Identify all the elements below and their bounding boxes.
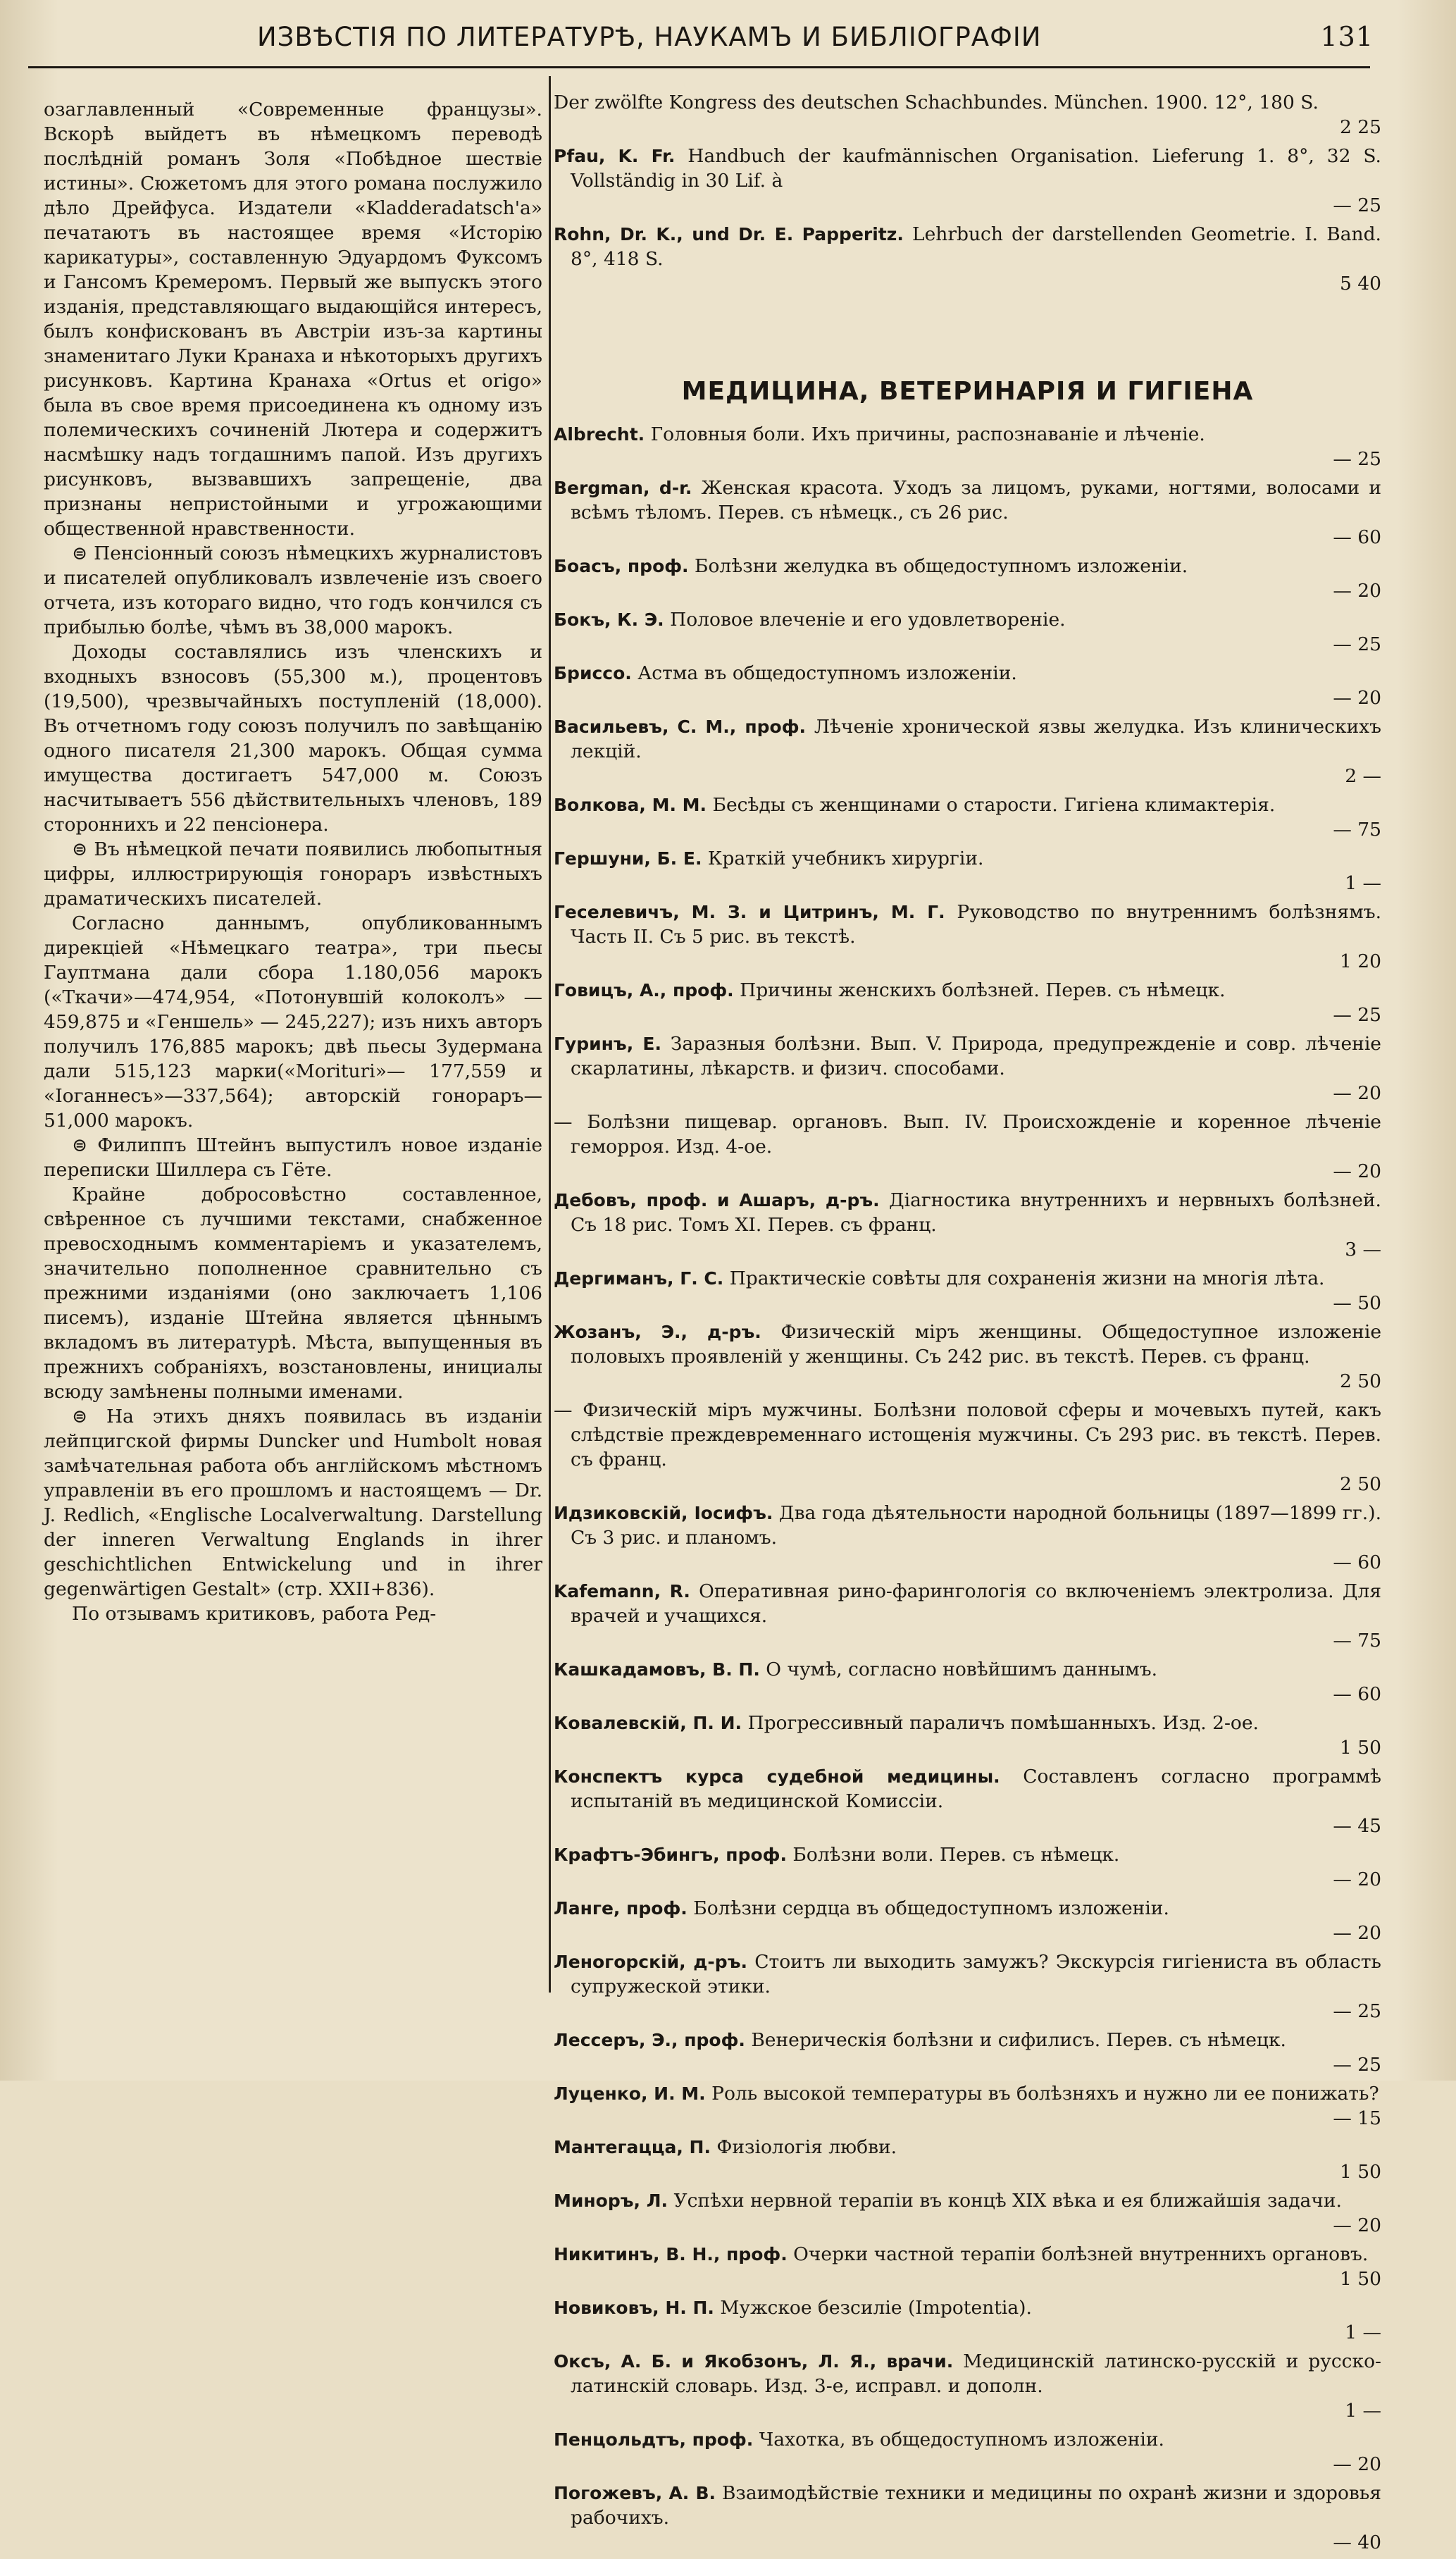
entry-author: Бриссо. [554, 663, 632, 683]
entry-author: Мантегацца, П. [554, 2137, 711, 2157]
bibliography-entry [554, 661, 1381, 710]
bibliography-entry [554, 554, 1381, 603]
entry-title: — Физическій міръ мужчины. Болѣзни половой сферы и мочевыхъ путей, какъ слѣдствіе преждевременнаго истощенія мужчины. Съ 293 рис. въ текстѣ. Перев. съ франц. [554, 1399, 1381, 1470]
entry-price: — 60 [1333, 1683, 1381, 1705]
entry-price: 2 — [1345, 765, 1381, 787]
entry-author: Боасъ, проф. [554, 556, 689, 576]
entry-author: Идзиковскій, Іосифъ. [554, 1503, 773, 1523]
entry-price: — 25 [1333, 2054, 1381, 2076]
entry-title: Болѣзни сердца въ общедоступномъ изложеніи. [693, 1897, 1169, 1919]
entry-price: — 20 [1333, 687, 1381, 709]
bibliography-list-top [554, 90, 1381, 296]
entry-price: — 50 [1333, 1292, 1381, 1314]
bibliography-entry [554, 90, 1381, 140]
bibliography-entry [554, 1188, 1381, 1262]
bibliography-entry [554, 222, 1381, 296]
entry-title: Руководство по внутреннимъ болѣзнямъ. Часть II. Съ 5 рис. въ текстѣ. [571, 901, 1381, 948]
bibliography-entry [554, 1896, 1381, 1945]
entry-price: 3 — [1345, 1239, 1381, 1260]
entry-price: — 20 [1333, 1922, 1381, 1944]
entry-author: Леногорскій, д-ръ. [554, 1952, 747, 1972]
bibliography-entry [554, 1950, 1381, 2024]
entry-price: 1 — [1345, 2400, 1381, 2422]
bibliography-entry [554, 2028, 1381, 2077]
column-divider [549, 76, 551, 1993]
bibliography-entry [554, 2349, 1381, 2423]
entry-author: Pfau, K. Fr. [554, 146, 676, 166]
bibliography-entry [554, 846, 1381, 896]
entry-title: Практическіе совѣты для сохраненія жизни на многія лѣта. [729, 1268, 1325, 1289]
article-paragraph: ⊜ На этихъ дняхъ появилась въ изданіи лейпцигской фирмы Duncker und Humbolt новая замѣчательная работа объ англійскомъ мѣстномъ управленіи въ его прошломъ и настоящемъ — Dr. J. Redlich, «Englische Localverwaltung. Darstellung der inneren Verwaltung Englands in ihrer geschichtlichen Entwickelung und in ihrer gegenwärtigen Gestalt» (стр. XXII+836). [44, 1406, 542, 1600]
entry-title: Очерки частной терапіи болѣзней внутреннихъ органовъ. [793, 2243, 1369, 2265]
entry-title: Lehrbuch der darstellenden Geometrie. I. Band. 8°, 418 S. [571, 223, 1381, 270]
entry-title: Заразныя болѣзни. Вып. V. Природа, предупрежденіе и совр. лѣченіе скарлатины, лѣкарств. и физич. способами. [571, 1033, 1381, 1079]
entry-price: 1 — [1345, 2322, 1381, 2343]
bibliography-entry [554, 144, 1381, 218]
bibliography-entry [554, 1320, 1381, 1394]
entry-price: — 25 [1333, 1004, 1381, 1026]
bibliography-entry [554, 1711, 1381, 1760]
entry-price: — 45 [1333, 1815, 1381, 1837]
entry-title: Чахотка, въ общедоступномъ изложеніи. [759, 2429, 1164, 2450]
bibliography-entry [554, 2295, 1381, 2345]
entry-author: Оксъ, А. Б. и Якобзонъ, Л. Я., врачи. [554, 2351, 954, 2372]
left-column [44, 97, 542, 1626]
entry-price: 2 50 [1339, 1370, 1381, 1392]
entry-title: Der zwölfte Kongress des deutschen Schachbundes. München. 1900. 12°, 180 S. [554, 92, 1319, 113]
entry-author: Пенцольдтъ, проф. [554, 2429, 754, 2450]
entry-price: 2 25 [1339, 116, 1381, 138]
bibliography-entry [554, 476, 1381, 550]
entry-price: — 20 [1333, 1869, 1381, 1890]
right-column [554, 90, 1381, 2559]
entry-title: Астма въ общедоступномъ изложеніи. [637, 662, 1017, 684]
entry-price: — 60 [1333, 1551, 1381, 1573]
entry-price: 1 50 [1339, 2161, 1381, 2183]
entry-title: Мужское безсиліе (Impotentia). [720, 2297, 1032, 2319]
entry-title: Взаимодѣйствіе техники и медицины по охранѣ жизни и здоровья рабочихъ. [571, 2482, 1381, 2529]
entry-author: Крафтъ-Эбингъ, проф. [554, 1845, 787, 1865]
article-paragraph: Доходы составлялись изъ членскихъ и входныхъ взносовъ (55,300 м.), процентовъ (19,500), чрезвычайныхъ поступленій (18,000). Въ отчетномъ году союзъ получилъ по завѣщанію одного писателя 21,300 марокъ. Общая сумма имущества достигаетъ 547,000 м. Союзъ насчитываетъ 556 дѣйствительныхъ членовъ, 189 стороннихъ и 22 пенсіонера. [44, 641, 542, 836]
running-header [106, 16, 1374, 58]
entry-author: Луценко, И. М. [554, 2083, 706, 2104]
entry-price: — 15 [1333, 2107, 1381, 2129]
entry-price: — 20 [1333, 1082, 1381, 1104]
bibliography-entry [554, 422, 1381, 471]
bibliography-entry [554, 1110, 1381, 1184]
bibliography-entry [554, 2135, 1381, 2184]
bibliography-entry [554, 1501, 1381, 1575]
entry-title: Половое влеченіе и его удовлетвореніе. [670, 609, 1066, 631]
entry-title: Прогрессивный параличъ помѣшанныхъ. Изд. 2-ое. [747, 1712, 1259, 1734]
entry-price: — 40 [1333, 2532, 1381, 2553]
entry-title: Лѣченіе хронической язвы желудка. Изъ клиническихъ лекцій. [571, 716, 1381, 762]
entry-price: — 25 [1333, 448, 1381, 470]
bibliography-entry [554, 2427, 1381, 2477]
entry-author: Дергиманъ, Г. С. [554, 1268, 724, 1289]
entry-price: 2 50 [1339, 1473, 1381, 1495]
page-number: 131 [1320, 21, 1374, 52]
article-paragraph: ⊜ Филиппъ Штейнъ выпустилъ новое изданіе переписки Шиллера съ Гёте. [44, 1134, 542, 1181]
entry-price: — 20 [1333, 580, 1381, 602]
entry-author: Васильевъ, С. М., проф. [554, 717, 807, 737]
entry-author: Никитинъ, В. Н., проф. [554, 2244, 788, 2264]
bibliography-entry [554, 978, 1381, 1027]
article-paragraph: Согласно даннымъ, опубликованнымъ дирекціей «Нѣмецкаго театра», три пьесы Гауптмана дали сбора 1.180,056 марокъ («Ткачи»—474,954, «Потонувшій колоколъ» — 459,875 и «Геншель» — 245,227); изъ нихъ авторъ получилъ 176,885 марокъ; двѣ пьесы Зудермана дали 515,123 марки(«Morituri»— 177,559 и «Іоганнесъ»—337,564); авторскій гонораръ—51,000 марокъ. [44, 912, 542, 1132]
entry-title: О чумѣ, согласно новѣйшимъ даннымъ. [766, 1659, 1157, 1680]
entry-price: — 20 [1333, 1160, 1381, 1182]
article-paragraph: озаглавленный «Современные французы». Вскорѣ выйдетъ въ нѣмецкомъ переводѣ послѣдній романъ Золя «Побѣдное шествіе истины». Сюжетомъ для этого романа послужило дѣло Дрейфуса. Издатели «Kladderadatsch'a» печатаютъ въ настоящее время «Исторію карикатуры», составленную Эдуардомъ Фуксомъ и Гансомъ Кремеромъ. Первый же выпускъ этого изданія, представляющаго выдающійся интересъ, былъ конфискованъ въ Австріи изъ-за картины знаменитаго Луки Кранаха и нѣкоторыхъ другихъ рисунковъ. Картина Кранаха «Ortus et origo» была въ свое время присоединена къ одному изъ полемическихъ сочиненій Лютера и содержитъ насмѣшку надъ тогдашнимъ папой. Изъ другихъ рисунковъ, вызвавшихъ запрещеніе, два признаны непристойными и угрожающими общественной нравственности. [44, 99, 542, 540]
bibliography-entry [554, 607, 1381, 657]
entry-author: Кашкадамовъ, В. П. [554, 1659, 760, 1680]
entry-price: 1 50 [1339, 2268, 1381, 2290]
entry-title: Два года дѣятельности народной больницы (1897—1899 гг.). Съ 3 рис. и планомъ. [571, 1502, 1381, 1549]
entry-author: Rohn, Dr. K., und Dr. E. Papperitz. [554, 224, 904, 244]
bibliography-entry [554, 1764, 1381, 1838]
entry-title: Бесѣды съ женщинами о старости. Гигіена климактерія. [712, 794, 1276, 816]
bibliography-entry [554, 900, 1381, 974]
entry-author: Бокъ, К. Э. [554, 609, 664, 630]
entry-price: — 60 [1333, 526, 1381, 548]
entry-author: Геселевичъ, М. З. и Цитринъ, М. Г. [554, 902, 945, 922]
entry-title: Головныя боли. Ихъ причины, распознаваніе и лѣченіе. [650, 423, 1205, 445]
entry-author: Kafemann, R. [554, 1581, 690, 1601]
bibliography-entry [554, 1398, 1381, 1497]
bibliography-entry [554, 714, 1381, 788]
bibliography-entry [554, 1266, 1381, 1315]
entry-title: Физіологія любви. [716, 2136, 897, 2158]
entry-title: Медицинскій латинско-русскій и русско-латинскій словарь. Изд. 3-е, исправл. и дополн. [571, 2350, 1381, 2397]
entry-author: Волкова, М. М. [554, 795, 707, 815]
entry-price: — 75 [1333, 819, 1381, 841]
entry-author: Новиковъ, Н. П. [554, 2298, 714, 2318]
entry-author: Конспектъ курса судебной медицины. [554, 1766, 1000, 1787]
entry-author: Погожевъ, А. В. [554, 2483, 716, 2503]
entry-author: Говицъ, А., проф. [554, 980, 734, 1000]
bibliography-entry [554, 2188, 1381, 2238]
entry-author: Миноръ, Л. [554, 2191, 668, 2211]
entry-author: Гершуни, Б. Е. [554, 848, 702, 869]
header-rule [28, 66, 1370, 68]
entry-title: Стоитъ ли выходить замужъ? Экскурсія гигіениста въ область супружеской этики. [571, 1951, 1381, 1997]
entry-title: Причины женскихъ болѣзней. Перев. съ нѣмецк. [740, 979, 1226, 1001]
entry-title: Венерическія болѣзни и сифилисъ. Перев. съ нѣмецк. [751, 2029, 1286, 2051]
article-paragraph: По отзывамъ критиковъ, работа Ред- [72, 1603, 437, 1625]
entry-title: Болѣзни желудка въ общедоступномъ изложеніи. [695, 555, 1188, 577]
bibliography-entry [554, 2242, 1381, 2291]
entry-author: Дебовъ, проф. и Ашаръ, д-ръ. [554, 1190, 880, 1210]
article-paragraph: ⊜ Пенсіонный союзъ нѣмецкихъ журналистовъ и писателей опубликовалъ извлеченіе изъ своего отчета, изъ котораго видно, что годъ кончился съ прибылью болѣе, чѣмъ въ 38,000 марокъ. [44, 543, 542, 638]
entry-title: Составленъ согласно программѣ испытаній въ медицинской Комиссіи. [571, 1766, 1381, 1812]
section-title: МЕДИЦИНА, ВЕТЕРИНАРІЯ И ГИГІЕНА [681, 377, 1254, 406]
entry-title: Роль высокой температуры въ болѣзняхъ и нужно ли ее понижать? [711, 2083, 1379, 2105]
entry-price: — 25 [1333, 633, 1381, 655]
entry-author: Жозанъ, Э., д-ръ. [554, 1322, 761, 1342]
entry-title: Физическій міръ женщины. Общедоступное изложеніе половыхъ проявленій у женщины. Съ 242 рис. въ текстѣ. Перев. съ франц. [571, 1321, 1382, 1368]
bibliography-entry [554, 1031, 1381, 1105]
entry-author: Albrecht. [554, 424, 645, 445]
bibliography-entry [554, 1842, 1381, 1892]
article-paragraph: Крайне добросовѣстно составленное, свѣренное съ лучшими текстами, снабженное превосходнымъ комментаріемъ и указателемъ, значительно пополненное сравнительно съ прежними изданіями (оно заключаетъ 1,106 писемъ), изданіе Штейна является цѣннымъ вкладомъ въ литературѣ. Мѣста, выпущенныя въ прежнихъ собраніяхъ, возстановлены, инициалы всюду замѣнены полными именами. [44, 1184, 542, 1403]
entry-title: Женская красота. Уходъ за лицомъ, руками, ногтями, волосами и всѣмъ тѣломъ. Перев. съ нѣмецк., съ 26 рис. [571, 477, 1381, 523]
entry-title: Успѣхи нервной терапіи въ концѣ XIX вѣка и ея ближайшія задачи. [673, 2190, 1342, 2212]
entry-price: 1 20 [1339, 950, 1381, 972]
bibliography-entry [554, 1657, 1381, 1706]
entry-title: Болѣзни воли. Перев. съ нѣмецк. [792, 1844, 1120, 1866]
entry-author: Bergman, d-r. [554, 478, 692, 498]
entry-price: — 25 [1333, 194, 1381, 216]
entry-price: — 20 [1333, 2453, 1381, 2475]
entry-title: Краткій учебникъ хирургіи. [707, 848, 984, 869]
entry-author: Лессеръ, Э., проф. [554, 2030, 745, 2050]
bibliography-entry [554, 2481, 1381, 2555]
entry-price: — 25 [1333, 2000, 1381, 2022]
bibliography-entry [554, 793, 1381, 842]
entry-price: 5 40 [1339, 273, 1381, 295]
bibliography-list-medicine [554, 422, 1381, 2555]
entry-title: — Болѣзни пищевар. органовъ. Вып. IV. Происхожденіе и коренное лѣченіе геморроя. Изд. 4-ое. [554, 1111, 1381, 1158]
bibliography-entry [554, 1579, 1381, 1653]
entry-title: Діагностика внутреннихъ и нервныхъ болѣзней. Съ 18 рис. Томъ XI. Перев. съ франц. [571, 1189, 1381, 1236]
entry-price: 1 50 [1339, 1737, 1381, 1759]
running-title: ИЗВѢСТІЯ ПО ЛИТЕРАТУРѢ, НАУКАМЪ И БИБЛІОГРАФІИ [257, 21, 1042, 52]
entry-title: Оперативная рино-фарингологія со включеніемъ электролиза. Для врачей и учащихся. [571, 1580, 1381, 1627]
entry-author: Ланге, проф. [554, 1898, 687, 1919]
entry-price: 1 — [1345, 872, 1381, 894]
bibliography-entry [554, 2081, 1381, 2131]
entry-price: — 20 [1333, 2214, 1381, 2236]
entry-title: Handbuch der kaufmännischen Organisation. Lieferung 1. 8°, 32 S. Vollständig in 30 Lif. à [571, 145, 1381, 192]
article-paragraph: ⊜ Въ нѣмецкой печати появились любопытныя цифры, иллюстрирующія гонораръ извѣстныхъ драматическихъ писателей. [44, 838, 542, 910]
entry-price: — 75 [1333, 1630, 1381, 1652]
entry-author: Ковалевскій, П. И. [554, 1713, 742, 1733]
entry-author: Гуринъ, Е. [554, 1034, 661, 1054]
